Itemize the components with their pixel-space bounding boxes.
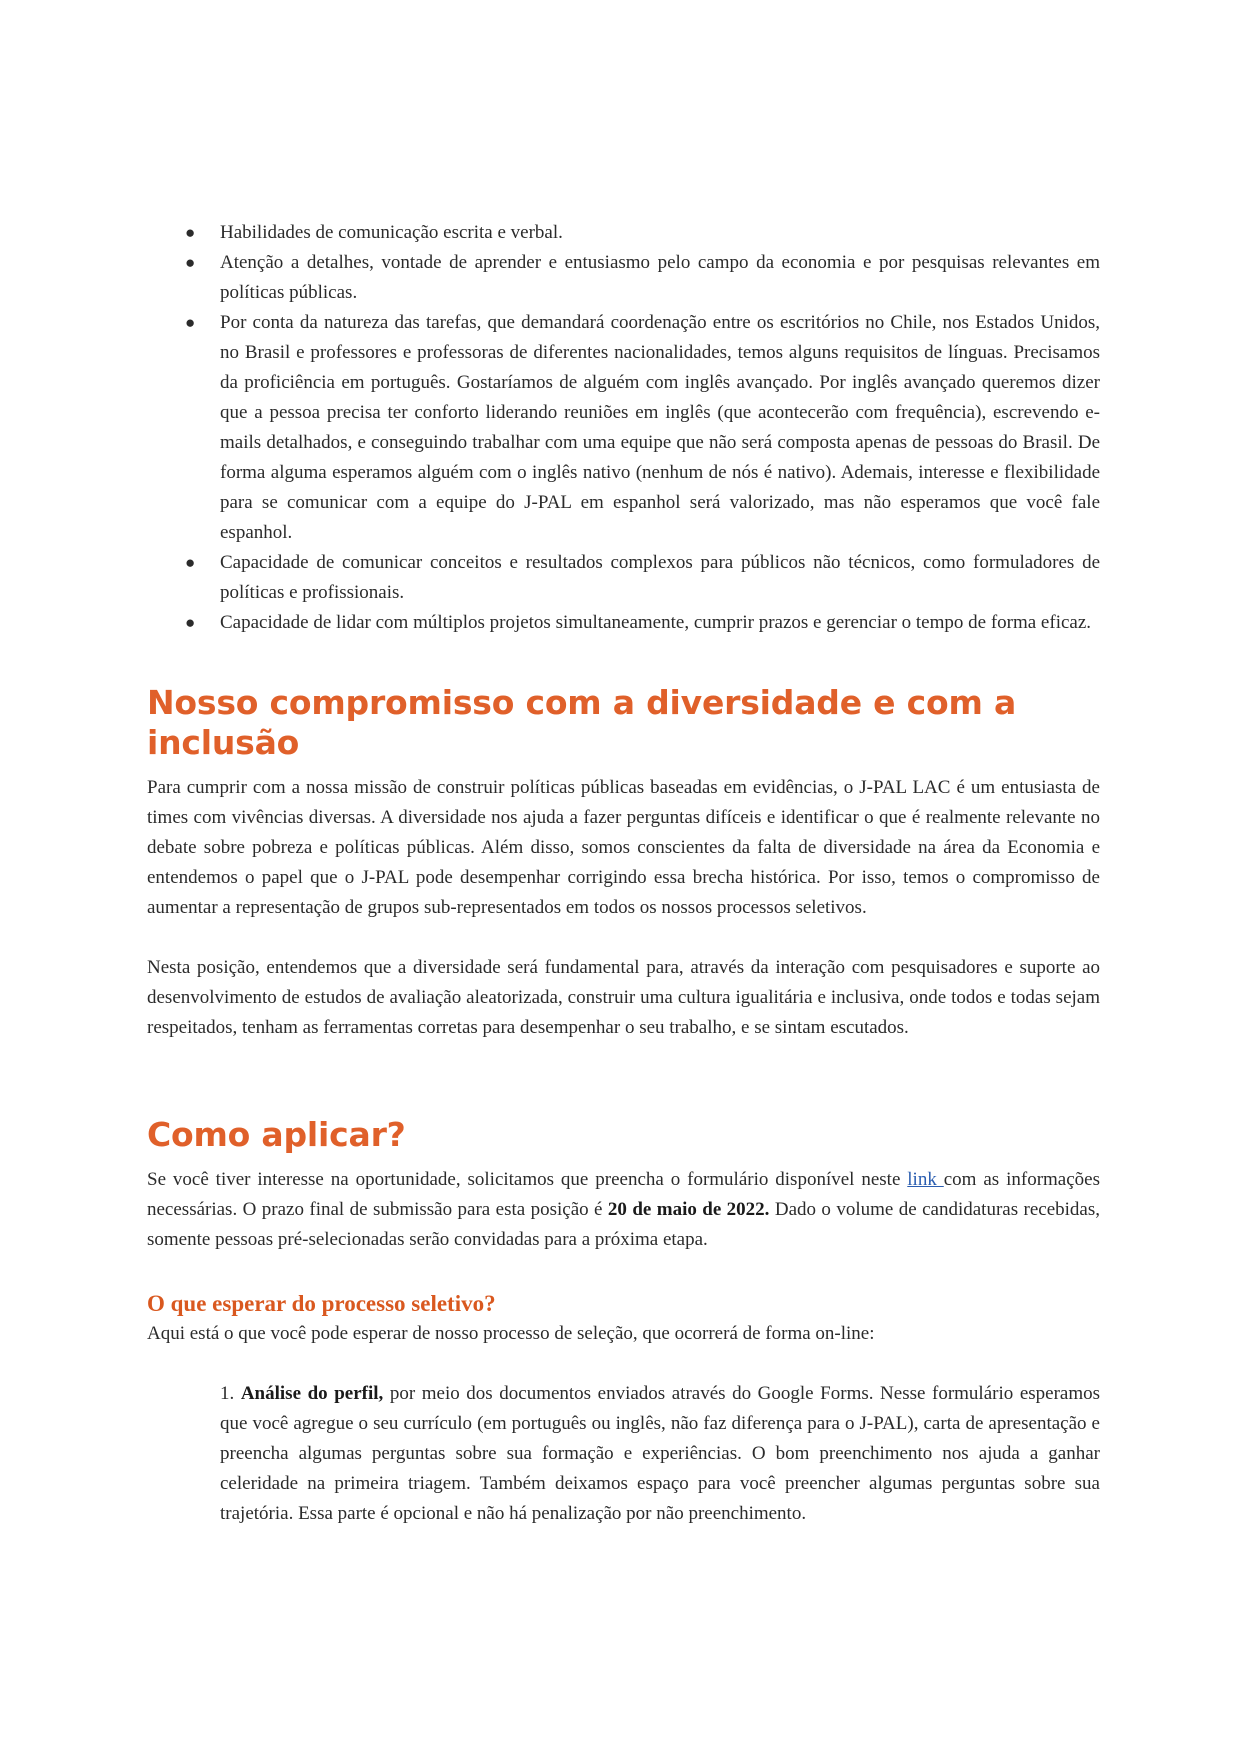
bullet-icon: ●	[185, 223, 196, 242]
deadline-date: 20 de maio de 2022.	[607, 1199, 770, 1220]
diversity-paragraph-2: Nesta posição, entendemos que a diversidade será fundamental para, através da interação com pesquisadores e suporte ao desenvolvimento de estudos de avaliação aleatorizada, construir uma cultura igualitária e inclusiva, onde todos e todas sejam respeitados, tenham as ferramentas corretas para desempenhar o seu trabalho, e se sintam escutados.	[147, 957, 1100, 1038]
step-title: Análise do perfil,	[240, 1383, 384, 1404]
apply-heading: Como aplicar?	[147, 1115, 406, 1154]
step-text: por meio dos documentos enviados através do Google Forms. Nesse formulário esperamos que você agregue o seu currículo (em português ou inglês, não faz diferença para o J-PAL), carta de apresentação e preencha algumas perguntas sobre sua formação e experiências. O bom preenchimento nos ajuda a ganhar celeridade na primeira triagem. Também deixamos espaço para você preencher algumas perguntas sobre sua trajetória. Essa parte é opcional e não há penalização por não preenchimento.	[220, 1383, 1101, 1524]
requirement-text: Capacidade de lidar com múltiplos projetos simultaneamente, cumprir prazos e gerenciar o tempo de forma eficaz.	[220, 612, 1092, 633]
apply-text-middle: com as informações necessárias. O prazo final de submissão para esta posição é	[147, 1169, 1100, 1220]
apply-text-start: Se você tiver interesse na oportunidade, solicitamos que preencha o formulário disponível neste	[147, 1169, 908, 1190]
diversity-heading: Nosso compromisso com a diversidade e com a inclusão	[147, 683, 1017, 762]
list-item	[147, 548, 1100, 608]
bullet-icon: ●	[185, 253, 196, 272]
process-intro: Aqui está o que você pode esperar de nosso processo de seleção, que ocorrerá de forma on-line:	[147, 1323, 875, 1344]
bullet-icon: ●	[185, 313, 196, 332]
apply-paragraph	[147, 1165, 1100, 1255]
requirement-text: Atenção a detalhes, vontade de aprender e entusiasmo pelo campo da economia e por pesquisas relevantes em políticas públicas.	[220, 252, 1100, 303]
requirement-text: Habilidades de comunicação escrita e verbal.	[220, 222, 563, 243]
list-item	[147, 248, 1100, 308]
process-heading: O que esperar do processo seletivo?	[147, 1291, 496, 1316]
requirement-text: Por conta da natureza das tarefas, que demandará coordenação entre os escritórios no Chile, nos Estados Unidos, no Brasil e professores e professoras de diferentes nacionalidades, temos alguns requisitos de línguas. Precisamos da proficiência em português. Gostaríamos de alguém com inglês avançado. Por inglês avançado queremos dizer que a pessoa precisa ter conforto liderando reuniões em inglês (que acontecerão com frequência), escrevendo e-mails detalhados, e conseguindo trabalhar com uma equipe que não será composta apenas de pessoas do Brasil. De forma alguma esperamos alguém com o inglês nativo (nenhum de nós é nativo). Ademais, interesse e flexibilidade para se comunicar com a equipe do J-PAL em espanhol será valorizado, mas não esperamos que você fale espanhol.	[220, 312, 1100, 543]
diversity-paragraph-1: Para cumprir com a nossa missão de construir políticas públicas baseadas em evidências, o J-PAL LAC é um entusiasta de times com vivências diversas. A diversidade nos ajuda a fazer perguntas difíceis e identificar o que é realmente relevante no debate sobre pobreza e políticas públicas. Além disso, somos conscientes da falta de diversidade na área da Economia e entendemos o papel que o J-PAL pode desempenhar corrigindo essa brecha histórica. Por isso, temos o compromisso de aumentar a representação de grupos sub-representados em todos os nossos processos seletivos.	[147, 777, 1100, 918]
requirements-list	[147, 218, 1100, 638]
list-item	[147, 218, 1100, 248]
list-item	[147, 608, 1100, 638]
requirement-text: Capacidade de comunicar conceitos e resultados complexos para públicos não técnicos, como formuladores de políticas e profissionais.	[220, 552, 1100, 603]
process-steps	[147, 1379, 1100, 1529]
bullet-icon: ●	[185, 553, 196, 572]
form-link[interactable]: link	[907, 1169, 944, 1190]
page-content	[147, 218, 1100, 1529]
apply-text-end: Dado o volume de candidaturas recebidas, somente pessoas pré-selecionadas serão convidadas para a próxima etapa.	[147, 1199, 1101, 1250]
list-item	[220, 1379, 1100, 1529]
list-item	[147, 308, 1100, 548]
bullet-icon: ●	[185, 613, 196, 632]
step-number: 1.	[220, 1383, 235, 1404]
